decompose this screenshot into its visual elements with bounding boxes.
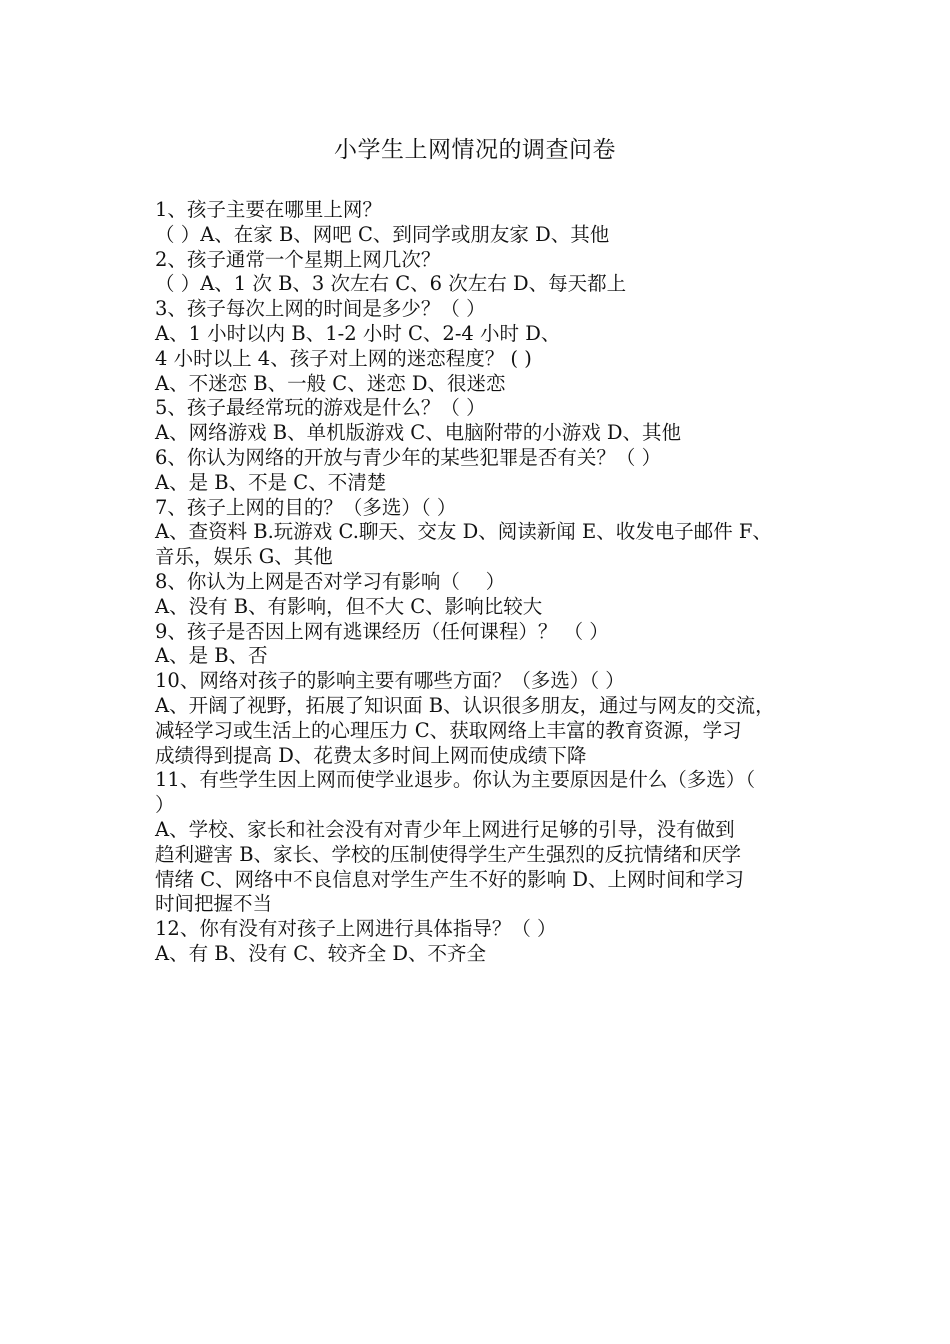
text-line: 6、你认为网络的开放与青少年的某些犯罪是否有关？（ ） (155, 445, 662, 469)
text-line: 3、孩子每次上网的时间是多少？（ ） (155, 297, 486, 321)
text-line: A、网络游戏 B、单机版游戏 C、电脑附带的小游戏 D、其他 (155, 421, 682, 445)
text-line: 时间把握不当 (155, 892, 273, 916)
text-line: 11、有些学生因上网而使学业退步。你认为主要原因是什么（多选）（ (155, 768, 756, 792)
text-line: 减轻学习或生活上的心理压力 C、获取网络上丰富的教育资源，学习 (155, 718, 742, 742)
text-line: A、学校、家长和社会没有对青少年上网进行足够的引导，没有做到 (155, 817, 735, 841)
page-title: 小学生上网情况的调查问卷 (334, 137, 616, 163)
text-line: 10、网络对孩子的影响主要有哪些方面？（多选）（ ） (155, 669, 625, 693)
text-line: 趋利避害 B、家长、学校的压制使得学生产生强烈的反抗情绪和厌学 (155, 842, 742, 866)
text-line: （ ）A、1 次 B、3 次左右 C、6 次左右 D、每天都上 (155, 272, 627, 296)
text-line: 5、孩子最经常玩的游戏是什么？（ ） (155, 396, 486, 420)
text-line: 情绪 C、网络中不良信息对学生产生不好的影响 D、上网时间和学习 (155, 867, 744, 891)
text-line: A、是 B、否 (155, 644, 268, 668)
text-line: 2、孩子通常一个星期上网几次？ (155, 247, 441, 271)
text-line: 12、你有没有对孩子上网进行具体指导？（ ） (155, 917, 557, 941)
text-line: 1、孩子主要在哪里上网？ (155, 198, 382, 221)
text-line: A、没有 B、有影响，但不大 C、影响比较大 (155, 594, 543, 618)
text-line: 9、孩子是否因上网有逃课经历（任何课程）？ （ ） (155, 619, 609, 643)
text-line: A、开阔了视野，拓展了知识面 B、认识很多朋友，通过与网友的交流， (155, 693, 775, 717)
text-line: （ ）A、在家 B、网吧 C、到同学或朋友家 D、其他 (155, 222, 610, 246)
text-line: ） (155, 793, 175, 817)
text-line: 8、你认为上网是否对学习有影响（ ） (155, 569, 506, 593)
text-line: 7、孩子上网的目的？（多选）（ ） (155, 495, 457, 519)
text-line: A、有 B、没有 C、较齐全 D、不齐全 (155, 941, 487, 965)
text-line: 4 小时以上 4、孩子对上网的迷恋程度？ ( ) (155, 346, 532, 370)
text-line: 音乐，娱乐 G、其他 (155, 545, 333, 569)
text-line: A、1 小时以内 B、1-2 小时 C、2-4 小时 D、 (155, 321, 561, 345)
text-line: A、不迷恋 B、一般 C、迷恋 D、很迷恋 (155, 371, 506, 395)
text-line: A、查资料 B.玩游戏 C.聊天、交友 D、阅读新闻 E、收发电子邮件 F、 (155, 520, 772, 544)
survey-body (155, 198, 815, 967)
text-line: 成绩得到提高 D、花费太多时间上网而使成绩下降 (155, 743, 587, 767)
text-line: A、是 B、不是 C、不清楚 (155, 470, 387, 494)
